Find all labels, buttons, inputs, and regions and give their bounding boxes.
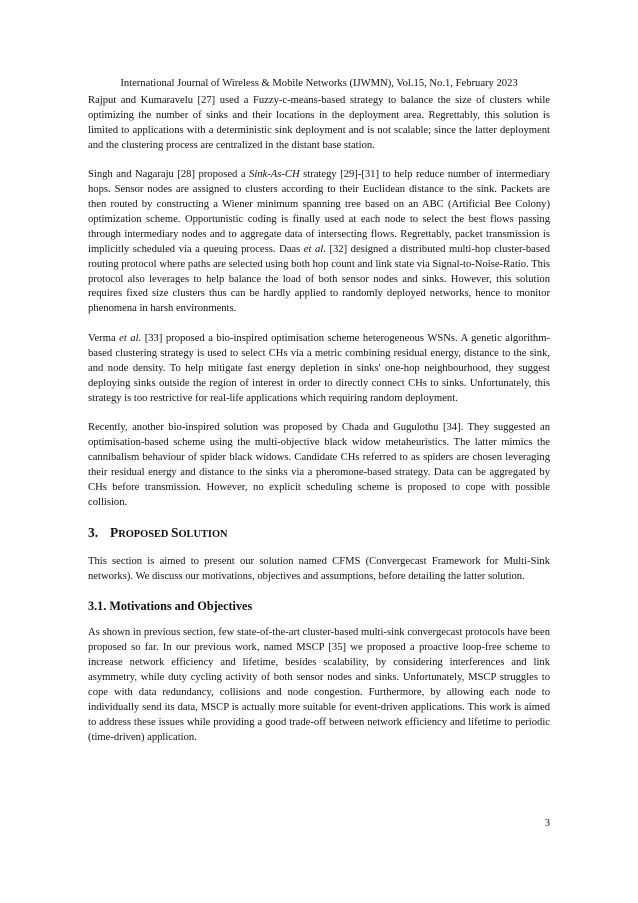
running-head: International Journal of Wireless & Mobile Networks (IJWMN), Vol.15, No.1, February 2023 — [120, 78, 518, 89]
italic-etal: et al — [303, 243, 324, 255]
paragraph-section-intro: This section is aimed to present our solution named CFMS (Convergecast Framework for Multi-Sink networks). We discuss our motivations, objectives and assumptions, before detailing the latter solution. — [88, 556, 550, 582]
heading-initial: S — [171, 525, 179, 541]
text-run: strategy [29]-[31] to help reduce number of intermediary hops. Sensor nodes are assigned to clusters according to their Euclidean distance to the sink. Packets are then routed by constructing a Wiener minimum spanning tree based on an ABC (Artificial Bee Colony) optimization scheme. Opportunistic coding is finally used at each node to select the best flows passing through intermediary nodes and to aggregate data of intersecting flows. Regrettably, packet transmission is implicitly scheduled via a queuing process. Daas — [88, 169, 550, 255]
paragraph-rajput: Rajput and Kumaravelu [27] used a Fuzzy-c-means-based strategy to balance the size of clusters while optimizing the number of sinks and their locations in the deployment area. Regrettably, this solution is limited to applications with a deterministic sink deployment and is not scalable; since the latter deployment and the clustering process are centralized in the distant base station. — [88, 95, 550, 151]
heading-smallcaps: OLUTION — [178, 529, 228, 541]
text-run: Singh and Nagaraju [28] proposed a — [88, 169, 250, 181]
section-heading — [88, 525, 550, 543]
heading-smallcaps: ROPOSED — [118, 529, 172, 541]
paragraph-verma — [88, 332, 550, 407]
text-run: Verma — [88, 332, 120, 344]
paragraph-singh — [88, 168, 550, 317]
page-body — [88, 94, 550, 760]
heading-initial: P — [110, 525, 119, 541]
italic-etal: et al. — [119, 332, 142, 344]
text-run: [33] proposed a bio-inspired optimisation scheme heterogeneous WSNs. A genetic algorithm-based clustering strategy is used to select CHs via a metric combining residual energy, distance to the sink, and node density. To help mitigate fast energy depletion in sinks' one-hop neighbourhood, they suggest deploying sinks outside the region of interest in order to directly connect CHs to sinks. Unfortunately, this strategy is too restrictive for real-life applications which requiring random deployment. — [88, 332, 550, 404]
section-number: 3. — [88, 525, 99, 541]
paragraph-chada: Recently, another bio-inspired solution was proposed by Chada and Gugulothu [34]. They suggested an optimisation-based scheme using the multi-objective black widow metaheuristics. The latter mimics the cannibalism behaviour of spider black widows. Candidate CHs referred to as spiders are chosen leveraging their residual energy and distance to the sinks via a pheromone-based strategy. Data can be aggregated by CHs before transmission. However, no explicit scheduling scheme is proposed to cope with possible collision. — [88, 422, 550, 508]
page-number: 3 — [544, 818, 550, 829]
paragraph-motivations: As shown in previous section, few state-of-the-art cluster-based multi-sink convergecast protocols have been proposed so far. In our previous work, named MSCP [35] we proposed a proactive loop-free scheme to increase network efficiency and lifetime, besides scalability, by considering interferences and link asymmetry, while duty cycling activity of both sensor nodes and sinks. Unfortunately, MSCP struggles to cope with data redundancy, collisions and node congestion. Furthermore, by allowing each node to individually send its data, MSCP is actually more suitable for event-driven applications. This work is aimed to address these issues while providing a good trade-off between network efficiency and lifetime to periodic (time-driven) application. — [88, 627, 550, 743]
text-run: . [32] designed a distributed multi-hop cluster-based routing protocol where paths are selected using both hop count and link state via Signal-to-Noise-Ratio. This protocol also leverages to help balance the load of both sensor nodes and sinks. However, this solution requires fixed size clusters thus can be hardly applied to randomly deployed networks, hence to monitor phenomena in harsh environments. — [88, 243, 550, 315]
italic-term: Sink-As-CH — [249, 169, 300, 181]
subsection-heading: 3.1. Motivations and Objectives — [88, 599, 253, 614]
